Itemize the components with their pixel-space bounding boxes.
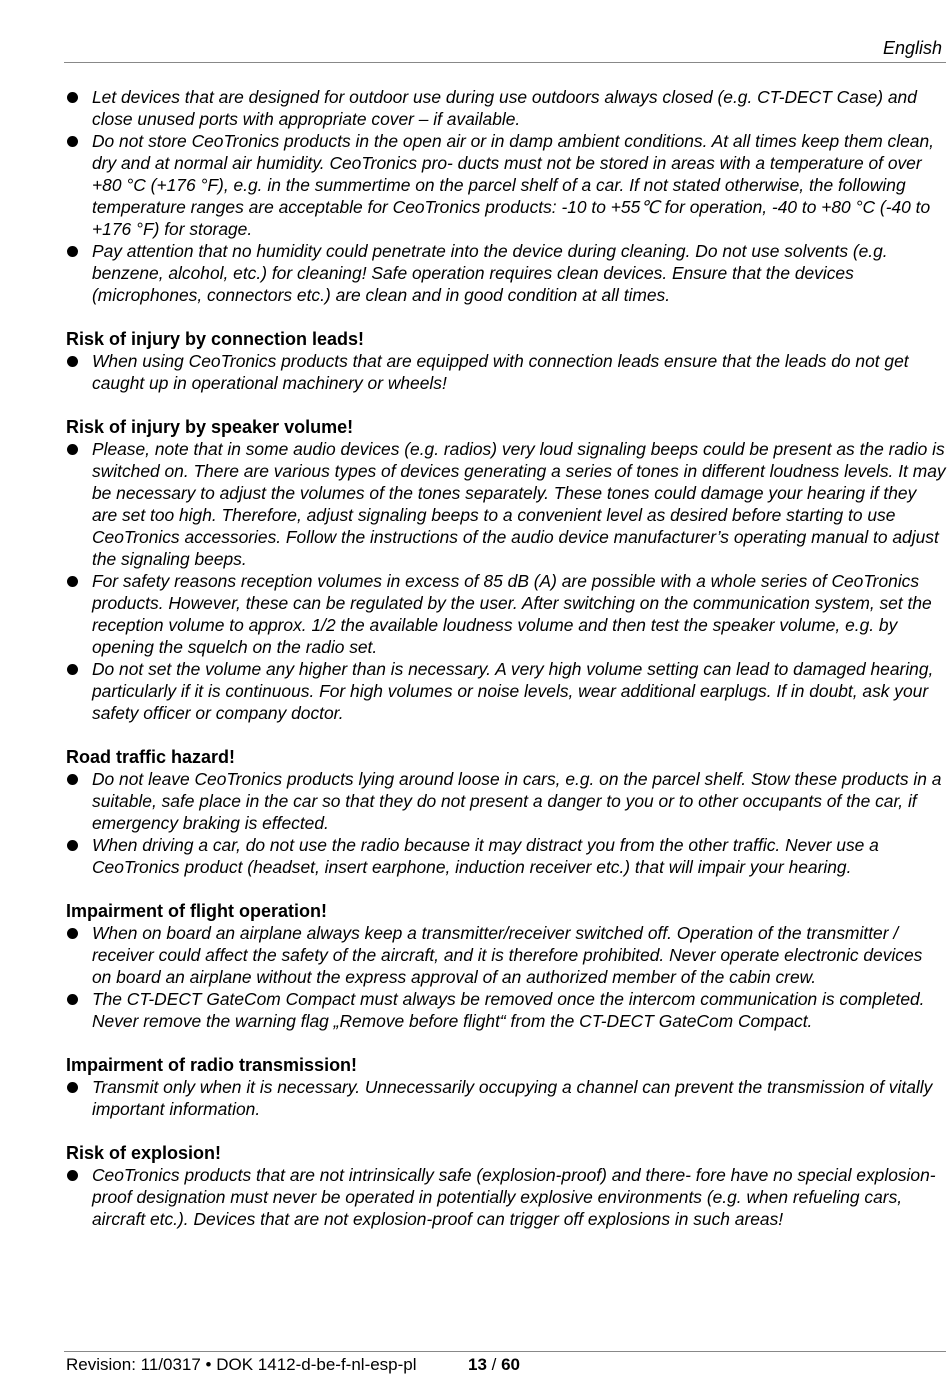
list-item xyxy=(66,658,946,724)
list-item xyxy=(66,834,946,878)
bullet-icon xyxy=(67,356,78,367)
list-item xyxy=(66,1164,946,1230)
section-title: Risk of explosion! xyxy=(66,1143,222,1163)
bullet-icon xyxy=(67,928,78,939)
bullet-icon xyxy=(67,664,78,675)
section-title: Impairment of radio transmission! xyxy=(66,1055,358,1075)
bullet-icon xyxy=(67,774,78,785)
bullet-list xyxy=(66,922,946,1032)
section-title: Risk of injury by connection leads! xyxy=(66,329,365,349)
list-item-text: Please, note that in some audio devices (e.g. radios) very loud signaling beeps could be present as the radio is switched on. There are various types of devices generating a series of tones in different loudness levels. It may be necessary to adjust the volumes of the tones separately. These tones could damage your hearing if they are set too high. Therefore, adjust signaling beeps to a convenient level as desired before starting to use CeoTronics accessories. Follow the instructions of the audio device manufacturer’s operating manual to adjust the signaling beeps. xyxy=(92,439,946,569)
list-item-text: Pay attention that no humidity could penetrate into the device during cleaning. Do not use solvents (e.g. benzene, alcohol, etc.) for cleaning! Safe operation requires clean devices. Ensure that the devices (microphones, connectors etc.) are clean and in good condition at all times. xyxy=(92,241,888,305)
section-title: Road traffic hazard! xyxy=(66,747,236,767)
list-item-text: When using CeoTronics products that are equipped with connection leads ensure that the leads do not get caught up in operational machinery or wheels! xyxy=(92,351,909,393)
document-body xyxy=(66,86,946,1252)
footer-revision: Revision: 11/0317 • DOK 1412-d-be-f-nl-esp-pl xyxy=(66,1355,417,1374)
section xyxy=(66,416,946,724)
bullet-icon xyxy=(67,136,78,147)
section xyxy=(66,746,946,878)
list-item xyxy=(66,130,946,240)
bullet-list xyxy=(66,1164,946,1230)
list-item-text: CeoTronics products that are not intrinsically safe (explosion-proof) and there- fore have no special explosion-proof designation must never be operated in potentially explosive environments (e.g. when refueling cars, aircraft etc.). Devices that are not explosion-proof can trigger off explosions in such areas! xyxy=(92,1165,936,1229)
list-item xyxy=(66,768,946,834)
bullet-icon xyxy=(67,994,78,1005)
list-item xyxy=(66,988,946,1032)
list-item xyxy=(66,438,946,570)
list-item-text: Do not leave CeoTronics products lying around loose in cars, e.g. on the parcel shelf. Stow these products in a suitable, safe place in the car so that they do not present a danger to you or to other occupants of the car, if emergency braking is effected. xyxy=(92,769,942,833)
list-item-text: Do not store CeoTronics products in the open air or in damp ambient conditions. At all times keep them clean, dry and at normal air humidity. CeoTronics pro- ducts must not be stored in areas with a temperature of over +80 °C (+176 °F), e.g. in the summertime on the parcel shelf of a car. If not stated otherwise, the following temperature ranges are acceptable for CeoTronics products: -10 to +55℃ for operation, -40 to +80 °C (-40 to +176 °F) for storage. xyxy=(92,131,934,239)
bullet-icon xyxy=(67,840,78,851)
list-item-text: Let devices that are designed for outdoor use during use outdoors always closed (e.g. CT-DECT Case) and close unused ports with appropriate cover – if available. xyxy=(92,87,917,129)
list-item-text: For safety reasons reception volumes in excess of 85 dB (A) are possible with a whole series of CeoTronics products. However, these can be regulated by the user. After switching on the communication system, set the reception volume to approx. 1/2 the available loudness volume and then test the speaker volume, e.g. by opening the squelch on the radio set. xyxy=(92,571,932,657)
list-item xyxy=(66,1076,946,1120)
bullet-icon xyxy=(67,1170,78,1181)
header-language: English xyxy=(882,38,942,58)
section xyxy=(66,328,946,394)
list-item-text: Do not set the volume any higher than is necessary. A very high volume setting can lead to damaged hearing, particularly if it is continuous. For high volumes or noise levels, wear additional earplugs. If in doubt, ask your safety officer or company doctor. xyxy=(92,659,934,723)
bullet-list xyxy=(66,438,946,724)
footer-divider xyxy=(64,1351,946,1352)
bullet-icon xyxy=(67,246,78,257)
page-separator: / xyxy=(486,1355,502,1374)
bullet-list xyxy=(66,350,946,394)
bullet-icon xyxy=(67,444,78,455)
section xyxy=(66,1054,946,1120)
page-number xyxy=(468,1355,520,1375)
list-item-text: Transmit only when it is necessary. Unnecessarily occupying a channel can prevent the transmission of vitally important information. xyxy=(92,1077,933,1119)
section-title: Impairment of flight operation! xyxy=(66,901,327,921)
section xyxy=(66,1142,946,1230)
bullet-list xyxy=(66,768,946,878)
list-item-text: When driving a car, do not use the radio because it may distract you from the other traffic. Never use a CeoTronics product (headset, insert earphone, induction receiver etc.) that will impair your hearing. xyxy=(92,835,879,877)
section xyxy=(66,86,946,306)
bullet-icon xyxy=(67,576,78,587)
list-item xyxy=(66,86,946,130)
list-item xyxy=(66,570,946,658)
page-footer xyxy=(66,1355,521,1375)
section-title: Risk of injury by speaker volume! xyxy=(66,417,354,437)
list-item-text: When on board an airplane always keep a transmitter/receiver switched off. Operation of the transmitter / receiver could affect the safety of the aircraft, and it is therefore prohibited. Never operate electronic devices on board an airplane without the express approval of an authorized member of the cabin crew. xyxy=(92,923,923,987)
list-item xyxy=(66,350,946,394)
section xyxy=(66,900,946,1032)
bullet-list xyxy=(66,1076,946,1120)
bullet-list xyxy=(66,86,946,306)
header-divider xyxy=(64,62,946,63)
list-item xyxy=(66,240,946,306)
list-item-text: The CT-DECT GateCom Compact must always be removed once the intercom communication is completed. Never remove the warning flag „Remove before flight“ from the CT-DECT GateCom Compact. xyxy=(92,989,925,1031)
list-item xyxy=(66,922,946,988)
page-current: 13 xyxy=(468,1355,487,1374)
bullet-icon xyxy=(67,92,78,103)
page-total: 60 xyxy=(501,1355,521,1374)
bullet-icon xyxy=(67,1082,78,1093)
